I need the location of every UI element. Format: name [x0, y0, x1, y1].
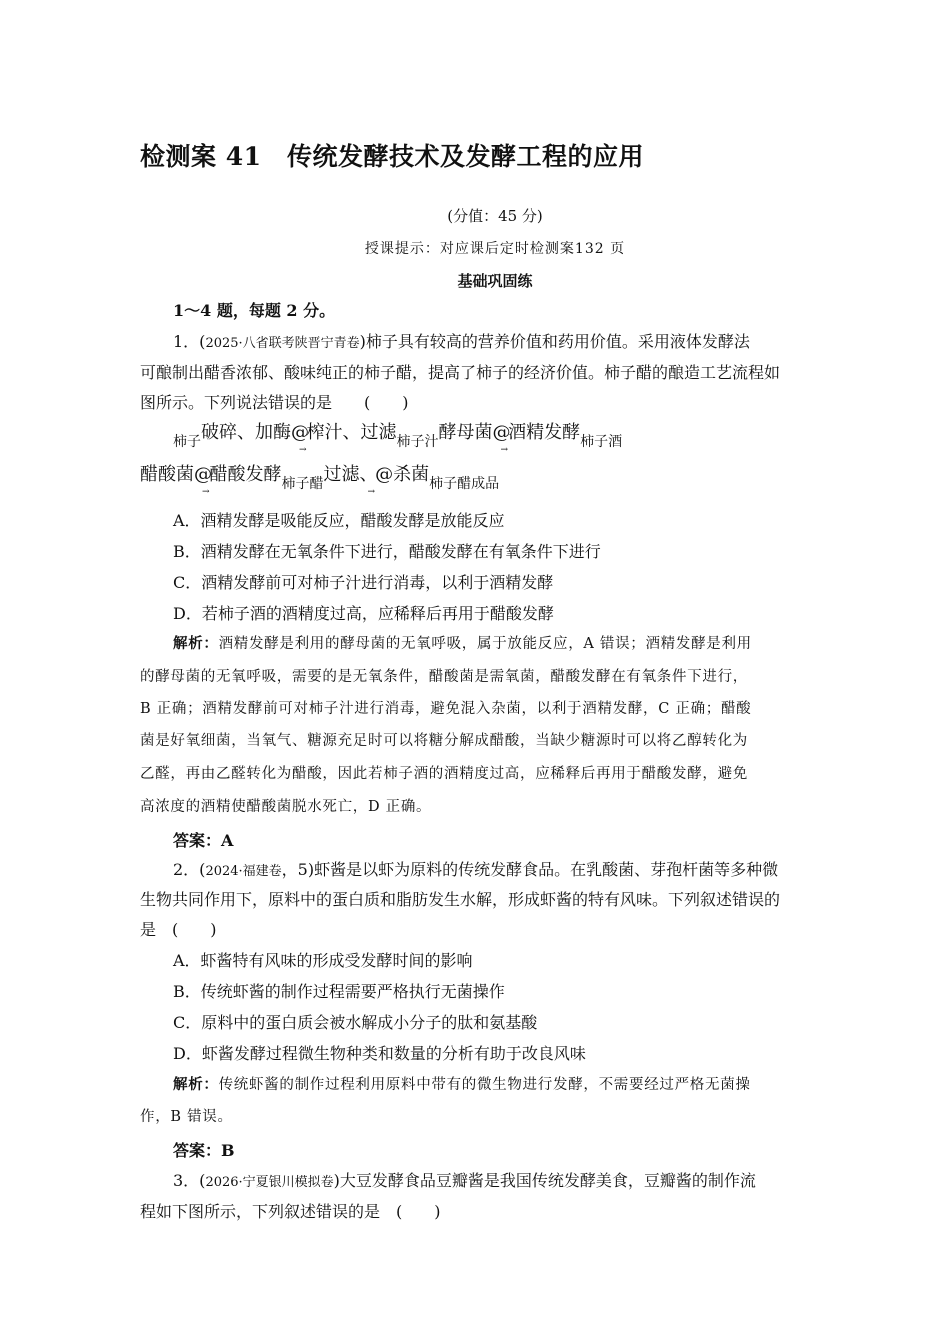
flow-arrow-icon: → — [299, 445, 307, 455]
page-title: 检测案 41 传统发酵技术及发酵工程的应用 — [140, 142, 644, 171]
q2-source: 2024·福建卷 — [205, 864, 282, 879]
q2-option-a: A．虾酱特有风味的形成受发酵时间的影响 — [173, 951, 473, 970]
q1-analysis-line-6: 高浓度的酒精使醋酸菌脱水死亡，D 正确。 — [140, 799, 432, 815]
q1-stem-line-2: 可酿制出醋香浓郁、酸味纯正的柿子醋，提高了柿子的经济价值。柿子醋的酿造工艺流程如 — [140, 363, 781, 382]
q1-source: 2025·八省联考陕晋宁青卷 — [205, 336, 360, 351]
q2-analysis-line-1: 解析：传统虾酱的制作过程利用原料中带有的微生物进行发酵，不需要经过严格无菌操 — [173, 1076, 751, 1093]
question-intro: 1～4 题，每题 2 分。 — [173, 301, 336, 320]
q1-analysis-line-3: B 正确；酒精发酵前可对柿子汁进行消毒，避免混入杂菌，以利于酒精发酵，C 正确；醋酸 — [140, 701, 752, 717]
q3-source: 2026·宁夏银川模拟卷 — [205, 1175, 334, 1190]
q1-option-c: C．酒精发酵前可对柿子汁进行消毒，以利于酒精发酵 — [173, 573, 554, 592]
q1-option-b: B．酒精发酵在无氧条件下进行，醋酸发酵在有氧条件下进行 — [173, 542, 601, 561]
q1-option-a: A．酒精发酵是吸能反应，醋酸发酵是放能反应 — [173, 511, 505, 530]
q2-analysis-line-2: 作，B 错误。 — [140, 1109, 233, 1125]
q1-stem-line-3: 图所示。下列说法错误的是 ( ) — [140, 393, 409, 412]
q1-stem-line-1: 1．(2025·八省联考陕晋宁青卷)柿子具有较高的营养价值和药用价值。采用液体发酵法 — [173, 332, 750, 351]
teaching-hint: 授课提示：对应课后定时检测案132 页 — [364, 241, 626, 257]
flow-arrow-icon: → — [202, 487, 210, 497]
score-note: (分值：45 分) — [447, 207, 543, 225]
flow-arrow-icon: → — [500, 445, 509, 455]
q1-flow-row-1: $_{柿子}$破碎、加酶$@_\to$榨汁、过滤$_{柿子汁}$酵母菌$@_\to$酒精发酵$_{柿子酒}$ — [173, 422, 623, 455]
q1-analysis-line-1: 解析：酒精发酵是利用的酵母菌的无氧呼吸，属于放能反应，A 错误；酒精发酵是利用 — [173, 635, 752, 652]
q1-answer: 答案：A — [173, 831, 234, 850]
q1-analysis-line-4: 菌是好氧细菌，当氧气、糖源充足时可以将糖分解成醋酸，当缺少糖源时可以将乙醇转化为 — [140, 733, 748, 749]
q2-option-c: C．原料中的蛋白质会被水解成小分子的肽和氨基酸 — [173, 1013, 538, 1032]
q1-analysis-line-5: 乙醛，再由乙醛转化为醋酸，因此若柿子酒的酒精度过高，应稀释后再用于醋酸发酵，避免 — [140, 766, 748, 782]
q1-flow-row-2: 醋酸菌$@_\to$醋酸发酵$_{柿子醋}$过滤、$_\to$@杀菌$_{柿子醋成品}$ — [140, 464, 500, 497]
q3-stem-line-1: 3．(2026·宁夏银川模拟卷)大豆发酵食品豆瓣酱是我国传统发酵美食，豆瓣酱的制作流 — [173, 1171, 756, 1190]
q2-option-b: B．传统虾酱的制作过程需要严格执行无菌操作 — [173, 982, 505, 1001]
flow-arrow-icon: → — [367, 487, 376, 497]
q1-analysis-line-2: 的酵母菌的无氧呼吸，需要的是无氧条件，醋酸菌是需氧菌，醋酸发酵在有氧条件下进行， — [140, 669, 748, 685]
q2-stem-line-2: 生物共同作用下，原料中的蛋白质和脂肪发生水解，形成虾酱的特有风味。下列叙述错误的 — [140, 890, 781, 909]
q1-option-d: D．若柿子酒的酒精度过高，应稀释后再用于醋酸发酵 — [173, 604, 554, 623]
q2-stem-line-3: 是 ( ) — [140, 920, 217, 939]
q2-stem-line-1: 2．(2024·福建卷，5)虾酱是以虾为原料的传统发酵食品。在乳酸菌、芽孢杆菌等多种微 — [173, 860, 779, 879]
q3-stem-line-2: 程如下图所示，下列叙述错误的是 ( ) — [140, 1202, 441, 1221]
section-heading: 基础巩固练 — [457, 272, 533, 290]
q2-answer: 答案：B — [173, 1141, 235, 1160]
q2-option-d: D．虾酱发酵过程微生物种类和数量的分析有助于改良风味 — [173, 1044, 586, 1063]
